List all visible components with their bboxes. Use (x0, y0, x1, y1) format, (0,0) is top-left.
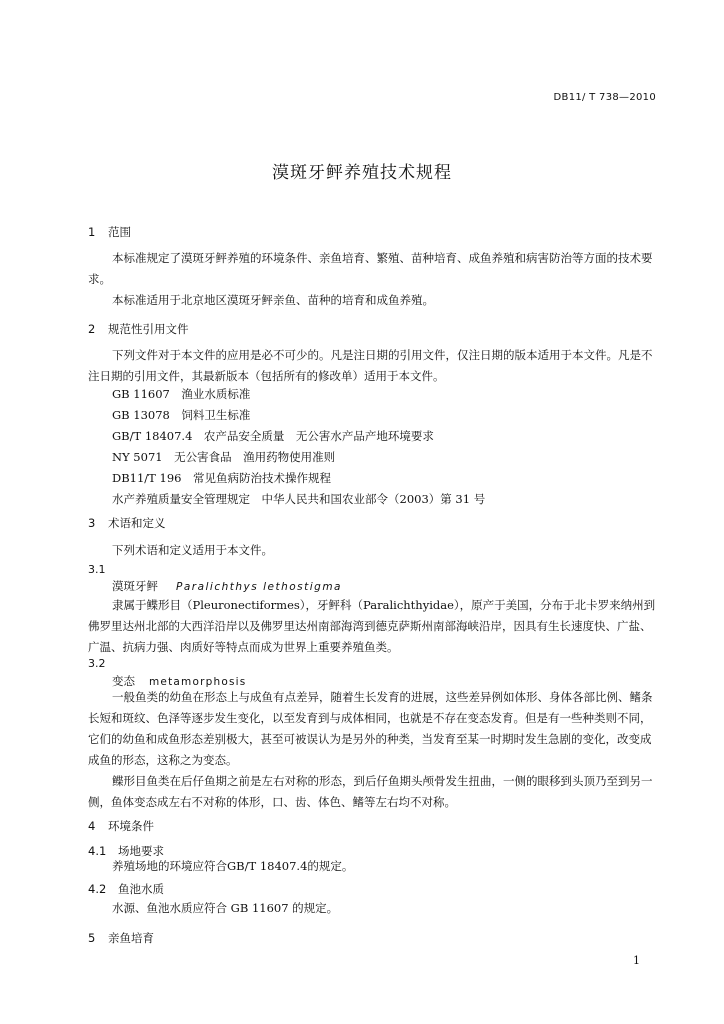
section-3-heading (88, 515, 166, 531)
section-1-heading (88, 224, 131, 240)
subsection-4-1-paragraph: 养殖场地的环境应符合GB/T 18407.4的规定。 (112, 859, 354, 873)
reference-item: GB/T 18407.4 农产品安全质量 无公害水产品产地环境要求 (112, 429, 434, 443)
term-definition: 隶属于鲽形目（Pleuronectiformes），牙鲆科（Paralichthyidae），原产于美国，分布于北卡罗来纳州到佛罗里达州北部的大西洋沿岸以及佛罗里达州南部海湾到德克萨斯州南部海峡沿岸，因具有生长速度快、广盐、广温、抗病力强、肉质好等特点而成为世界上重要养殖鱼类。 (88, 598, 656, 654)
term-name: 漠斑牙鲆 (112, 579, 158, 593)
reference-item: GB 11607 渔业水质标准 (112, 387, 251, 401)
subsection-number: 4.1 (88, 844, 107, 858)
section-1-paragraph-1: 本标准规定了漠斑牙鲆养殖的环境条件、亲鱼培育、繁殖、苗种培育、成鱼养殖和病害防治等方面的技术要求。 (88, 251, 653, 286)
term-english: metamorphosis (149, 676, 247, 688)
term-english: Paralichthys lethostigma (176, 581, 342, 593)
section-3-paragraph-1: 下列术语和定义适用于本文件。 (112, 543, 273, 557)
term-number: 3.2 (88, 657, 106, 670)
subsection-number: 4.2 (88, 882, 107, 896)
term-name: 变态 (112, 674, 135, 688)
standard-code: DB11/ T 738—2010 (553, 92, 656, 103)
section-2-heading (88, 321, 189, 337)
term-definition: 一般鱼类的幼鱼在形态上与成鱼有点差异，随着生长发育的进展，这些差异例如体形、身体各部比例、鳍条长短和斑纹、色泽等逐步发生变化，以至发育到与成体相同，也就是不存在变态发育。但是有一些种类则不同，它们的幼鱼和成鱼形态差别极大，甚至可被误认为是另外的种类，当发育至某一时期时发生急剧的变化，改变成成鱼的形态，这称之为变态。 (88, 690, 653, 767)
section-5-heading (88, 930, 154, 946)
section-2-paragraph-1: 下列文件对于本文件的应用是必不可少的。凡是注日期的引用文件，仅注日期的版本适用于本文件。凡是不注日期的引用文件，其最新版本（包括所有的修改单）适用于本文件。 (88, 348, 653, 383)
reference-item: NY 5071 无公害食品 渔用药物使用准则 (112, 450, 336, 464)
term-heading (112, 578, 342, 594)
section-title: 范围 (108, 225, 131, 239)
section-1-paragraph-2: 本标准适用于北京地区漠斑牙鲆亲鱼、苗种的培育和成鱼养殖。 (112, 293, 434, 307)
section-number: 3 (88, 516, 96, 530)
subsection-title: 场地要求 (118, 844, 164, 858)
section-number: 4 (88, 819, 96, 833)
section-title: 亲鱼培育 (108, 931, 154, 945)
term-definition-2: 鲽形目鱼类在后仔鱼期之前是左右对称的形态，到后仔鱼期头颅骨发生扭曲，一侧的眼移到头顶乃至到另一侧，鱼体变态成左右不对称的体形，口、齿、体色、鳍等左右均不对称。 (88, 774, 653, 809)
section-title: 术语和定义 (108, 516, 166, 530)
document-title: 漠斑牙鲆养殖技术规程 (272, 163, 452, 183)
section-number: 2 (88, 322, 96, 336)
reference-item: DB11/T 196 常见鱼病防治技术操作规程 (112, 471, 331, 485)
section-number: 5 (88, 931, 96, 945)
page-number: 1 (633, 954, 640, 967)
reference-item: 水产养殖质量安全管理规定 中华人民共和国农业部令（2003）第 31 号 (112, 492, 486, 506)
subsection-4-2-heading (88, 881, 164, 897)
reference-item: GB 13078 饲料卫生标准 (112, 408, 251, 422)
section-title: 规范性引用文件 (108, 322, 189, 336)
section-4-heading (88, 818, 154, 834)
subsection-title: 鱼池水质 (118, 882, 164, 896)
section-number: 1 (88, 225, 96, 239)
term-number: 3.1 (88, 563, 106, 576)
section-title: 环境条件 (108, 819, 154, 833)
subsection-4-2-paragraph: 水源、鱼池水质应符合 GB 11607 的规定。 (112, 901, 339, 915)
